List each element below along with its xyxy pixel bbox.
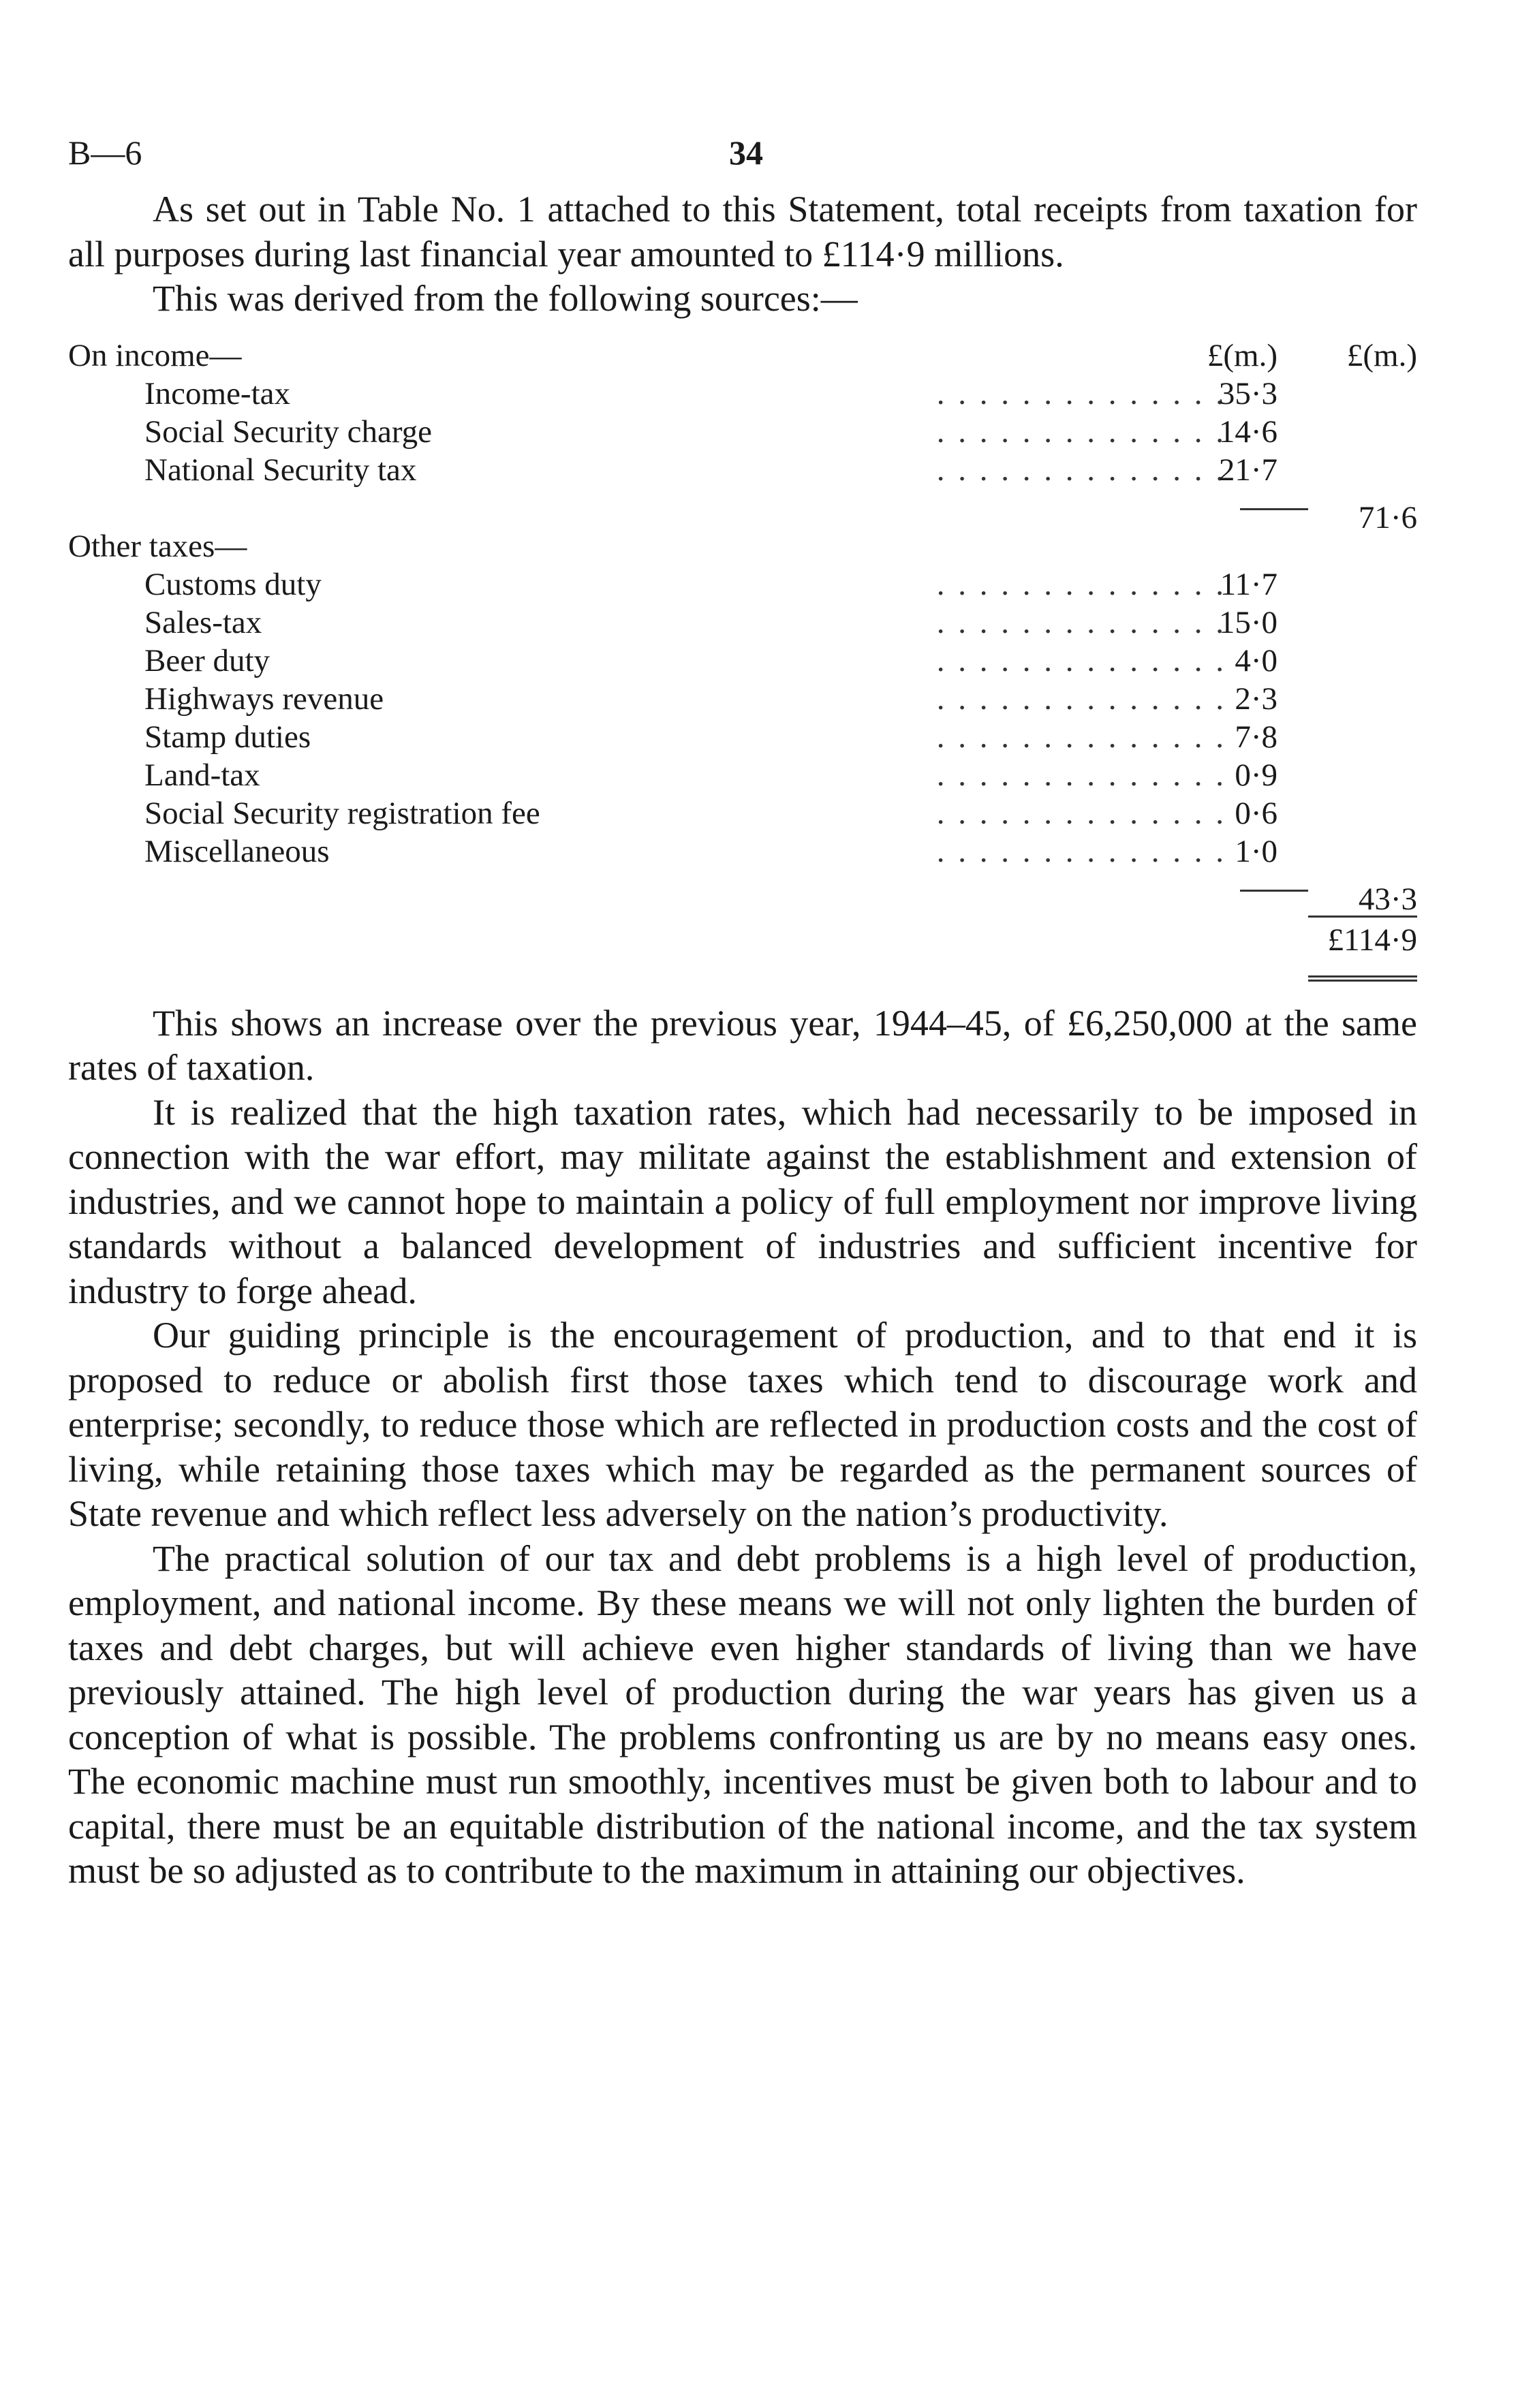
table-row (68, 565, 1417, 604)
table-row (68, 832, 1417, 871)
item-value: 15·0 (1218, 604, 1277, 640)
item-label: Income-tax (144, 375, 291, 411)
page-header (68, 133, 1417, 187)
page-number: 34 (729, 134, 763, 172)
table-row (68, 794, 1417, 832)
table-row (68, 375, 1417, 413)
high-taxation-paragraph: It is realized that the high taxation rates, which had necessarily to be imposed in connection with the war effort, may militate against the establishment and extension of industries, and we cannot hope to maintain a policy of full employment nor improve living standards without a balanced development of industries and sufficient incentive for industry to forge ahead. (68, 1091, 1417, 1311)
item-label: Sales-tax (144, 604, 262, 640)
table-row (68, 871, 1417, 917)
table-row (68, 642, 1417, 680)
practical-solution-paragraph: The practical solution of our tax and debt problems is a high level of production, employment, and national income. By these means we will not only lighten the burden of taxes and debt charges, but will achieve even higher standards of living than we have previously attained. The high level of production during the war years has given us a conception of what is possible. The problems confronting us are by no means easy ones. The economic machine must run smoothly, incentives must be given both to labour and to capital, there must be an equitable distribution of the national income, and the tax system must be so adjusted as to contribute to the maximum in attaining our objectives. (68, 1537, 1417, 1891)
item-label: Miscellaneous (144, 833, 330, 869)
grand-total-row (68, 909, 1417, 956)
double-rule-wrap (68, 956, 1417, 997)
dot-leader: . . . . . . . . . . . . . . (936, 604, 1226, 640)
item-label: Highways revenue (144, 681, 384, 717)
item-value: 21·7 (1218, 452, 1277, 488)
dot-leader: . . . . . . . . . . . . . . (936, 452, 1226, 488)
subtotal-rule (1240, 890, 1308, 892)
dot-leader: . . . . . . . . . . . . . . (936, 719, 1226, 755)
table-row (68, 604, 1417, 642)
dot-leader: . . . . . . . . . . . . . . (936, 833, 1226, 869)
taxation-table (68, 337, 1417, 997)
item-value: 0·6 (1235, 795, 1277, 831)
dot-leader: . . . . . . . . . . . . . . (936, 642, 1226, 678)
total-rule (1308, 916, 1417, 918)
table-row (68, 718, 1417, 756)
other-subtotal: 43·3 (1358, 881, 1417, 917)
subtotal-rule (1240, 508, 1308, 510)
item-value: 11·7 (1220, 566, 1277, 602)
item-value: 7·8 (1235, 719, 1277, 755)
item-label: Stamp duties (144, 719, 311, 755)
item-value: 1·0 (1235, 833, 1277, 869)
document-page (68, 133, 1417, 1894)
other-heading: Other taxes— (68, 528, 247, 564)
grand-total: £114·9 (1327, 922, 1417, 958)
table-row (68, 527, 1417, 565)
dot-leader: . . . . . . . . . . . . . . (936, 795, 1226, 831)
item-label: National Security tax (144, 452, 417, 488)
item-value: 2·3 (1235, 681, 1277, 717)
item-label: Land-tax (144, 757, 260, 793)
dot-leader: . . . . . . . . . . . . . . (936, 413, 1226, 450)
item-label: Social Security charge (144, 413, 432, 450)
table-row (68, 680, 1417, 718)
table-row (68, 489, 1417, 535)
table-row (68, 413, 1417, 451)
dot-leader: . . . . . . . . . . . . . . (936, 375, 1226, 411)
increase-paragraph: This shows an increase over the previous year, 1944–45, of £6,250,000 at the same rates of taxation. (68, 1002, 1417, 1088)
dot-leader: . . . . . . . . . . . . . . (936, 681, 1226, 717)
dot-leader: . . . . . . . . . . . . . . (936, 566, 1226, 602)
guiding-principle-paragraph: Our guiding principle is the encouragement of production, and to that end it is proposed to reduce or abolish first those taxes which tend to discourage work and enterprise; secondly, to reduce those which are reflected in production costs and the cost of living, while retaining those taxes which may be regarded as the permanent sources of State revenue and which reflect less adversely on the nation’s productivity. (68, 1315, 1417, 1534)
intro-paragraph: As set out in Table No. 1 attached to this Statement, total receipts from taxation for all purposes during last financial year amounted to £114·9 millions. (68, 189, 1417, 275)
item-value: 4·0 (1235, 642, 1277, 678)
income-subtotal: 71·6 (1358, 499, 1417, 535)
double-rule (1308, 975, 1417, 982)
income-rows (68, 375, 1417, 489)
sources-lead-paragraph: This was derived from the following sources:— (153, 278, 858, 319)
dot-leader: . . . . . . . . . . . . . . (936, 757, 1226, 793)
item-label: Beer duty (144, 642, 270, 678)
item-label: Social Security registration fee (144, 795, 540, 831)
column-header-2: £(m.) (1346, 337, 1417, 373)
item-label: Customs duty (144, 566, 322, 602)
item-value: 14·6 (1218, 413, 1277, 450)
income-heading: On income— (68, 337, 242, 373)
document-code: B—6 (68, 134, 142, 172)
table-row (68, 451, 1417, 489)
column-header-1: £(m.) (1207, 337, 1277, 373)
table-row (68, 756, 1417, 794)
other-rows (68, 565, 1417, 871)
item-value: 0·9 (1235, 757, 1277, 793)
item-value: 35·3 (1218, 375, 1277, 411)
table-row (68, 337, 1417, 375)
